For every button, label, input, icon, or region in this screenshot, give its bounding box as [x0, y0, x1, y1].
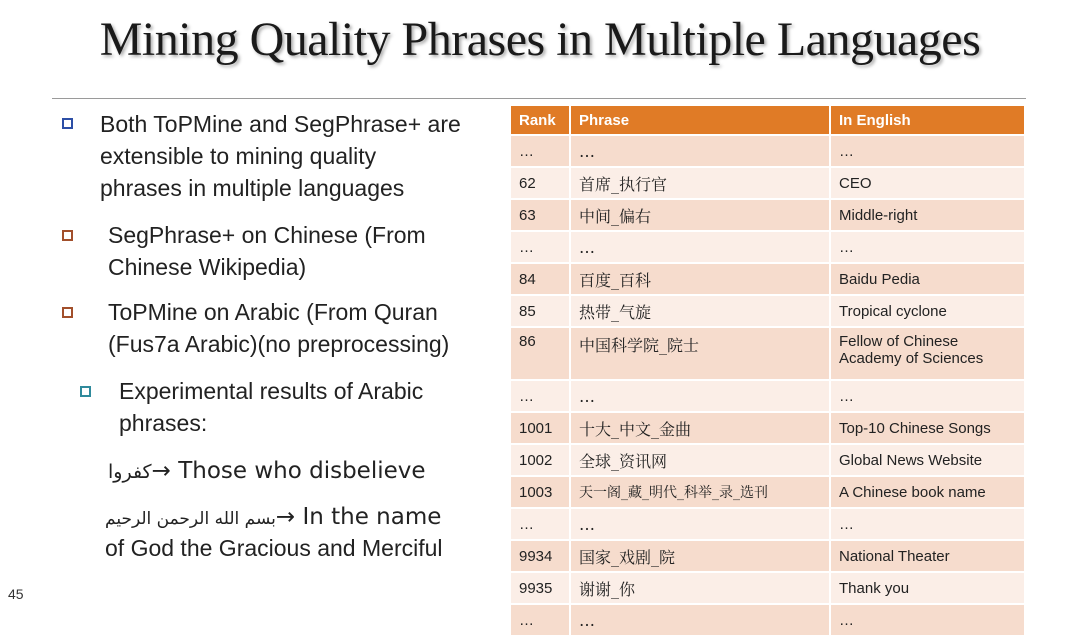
cell-phrase: 十大_中文_金曲 — [571, 411, 831, 443]
table-row — [511, 443, 1024, 475]
cell-english: … — [831, 230, 1024, 262]
bullet-text: extensible to mining quality — [100, 143, 377, 169]
bullet-square-icon — [62, 118, 73, 129]
bullet-square-icon — [62, 230, 73, 241]
cell-phrase: 谢谢_你 — [571, 571, 831, 603]
cell-phrase: 中间_偏右 — [571, 198, 831, 230]
phrase-table — [511, 104, 1024, 635]
bullet-text: Chinese Wikipedia) — [108, 254, 307, 280]
cell-rank: 62 — [511, 166, 571, 198]
translation-text: of God the Gracious and Merciful — [105, 535, 443, 561]
arabic-example-2 — [105, 500, 441, 535]
cell-english: … — [831, 134, 1024, 166]
table-row — [511, 166, 1024, 198]
cell-rank: 63 — [511, 198, 571, 230]
cell-phrase: 首席_执行官 — [571, 166, 831, 198]
table-row — [511, 507, 1024, 539]
cell-rank: 1002 — [511, 443, 571, 475]
cell-english: Tropical cyclone — [831, 294, 1024, 326]
cell-rank: … — [511, 134, 571, 166]
translation-text: → In the name — [275, 504, 442, 530]
table-row — [511, 411, 1024, 443]
cell-phrase: 热带_气旋 — [571, 294, 831, 326]
cell-english: … — [831, 379, 1024, 411]
cell-english: Thank you — [831, 571, 1024, 603]
bullet-text: (Fus7a Arabic)(no preprocessing) — [108, 331, 450, 357]
cell-rank: 1001 — [511, 411, 571, 443]
arabic-text: كفروا — [108, 461, 152, 483]
header-english: In English — [831, 104, 1024, 134]
table-row — [511, 379, 1024, 411]
bullet-square-icon — [62, 307, 73, 318]
header-rank: Rank — [511, 104, 571, 134]
cell-english: Baidu Pedia — [831, 262, 1024, 294]
cell-english: … — [831, 603, 1024, 635]
bullet-text: SegPhrase+ on Chinese (From — [108, 222, 426, 248]
table-row — [511, 198, 1024, 230]
cell-phrase: … — [571, 230, 831, 262]
cell-phrase: 国家_戏剧_院 — [571, 539, 831, 571]
bullet-list — [0, 0, 500, 607]
cell-phrase: … — [571, 134, 831, 166]
table-row — [511, 326, 1024, 379]
table-row — [511, 134, 1024, 166]
table-row — [511, 230, 1024, 262]
cell-english: Top-10 Chinese Songs — [831, 411, 1024, 443]
table-row — [511, 539, 1024, 571]
cell-phrase: … — [571, 507, 831, 539]
bullet-text: phrases in multiple languages — [100, 175, 405, 201]
cell-phrase: … — [571, 379, 831, 411]
table-header-row — [511, 104, 1024, 134]
cell-phrase: 天一阁_藏_明代_科举_录_选刊 — [571, 475, 831, 507]
cell-english: CEO — [831, 166, 1024, 198]
cell-english: Middle-right — [831, 198, 1024, 230]
cell-rank: 9934 — [511, 539, 571, 571]
cell-english: … — [831, 507, 1024, 539]
cell-rank: 86 — [511, 326, 571, 379]
arabic-text: بسم الله الرحمن الرحيم — [105, 509, 276, 529]
cell-rank: 1003 — [511, 475, 571, 507]
cell-rank: … — [511, 603, 571, 635]
sub-bullet-text: Experimental results of Arabic — [119, 378, 424, 404]
cell-english: Global News Website — [831, 443, 1024, 475]
table-row — [511, 262, 1024, 294]
bullet-text: ToPMine on Arabic (From Quran — [108, 299, 438, 325]
sub-bullet-square-icon — [80, 386, 91, 397]
cell-english: A Chinese book name — [831, 475, 1024, 507]
cell-phrase: 中国科学院_院士 — [571, 326, 831, 379]
cell-rank: 85 — [511, 294, 571, 326]
table-row — [511, 603, 1024, 635]
cell-phrase: … — [571, 603, 831, 635]
cell-english-line: Fellow of Chinese — [839, 333, 959, 350]
cell-rank: … — [511, 379, 571, 411]
cell-rank: … — [511, 507, 571, 539]
page-number: 45 — [8, 586, 24, 602]
cell-rank: 9935 — [511, 571, 571, 603]
table-row — [511, 294, 1024, 326]
cell-phrase: 全球_资讯网 — [571, 443, 831, 475]
cell-english — [831, 326, 1024, 379]
cell-phrase: 百度_百科 — [571, 262, 831, 294]
cell-rank: 84 — [511, 262, 571, 294]
table-row — [511, 571, 1024, 603]
table-row — [511, 475, 1024, 507]
translation-text: → Those who disbelieve — [151, 458, 426, 484]
cell-english: National Theater — [831, 539, 1024, 571]
arabic-example-1 — [108, 454, 426, 488]
cell-rank: … — [511, 230, 571, 262]
sub-bullet-text: phrases: — [119, 410, 208, 436]
bullet-text: Both ToPMine and SegPhrase+ are — [100, 111, 461, 137]
header-phrase: Phrase — [571, 104, 831, 134]
cell-english-line: Academy of Sciences — [839, 350, 984, 367]
slide-title: Mining Quality Phrases in Multiple Languages — [99, 13, 981, 66]
